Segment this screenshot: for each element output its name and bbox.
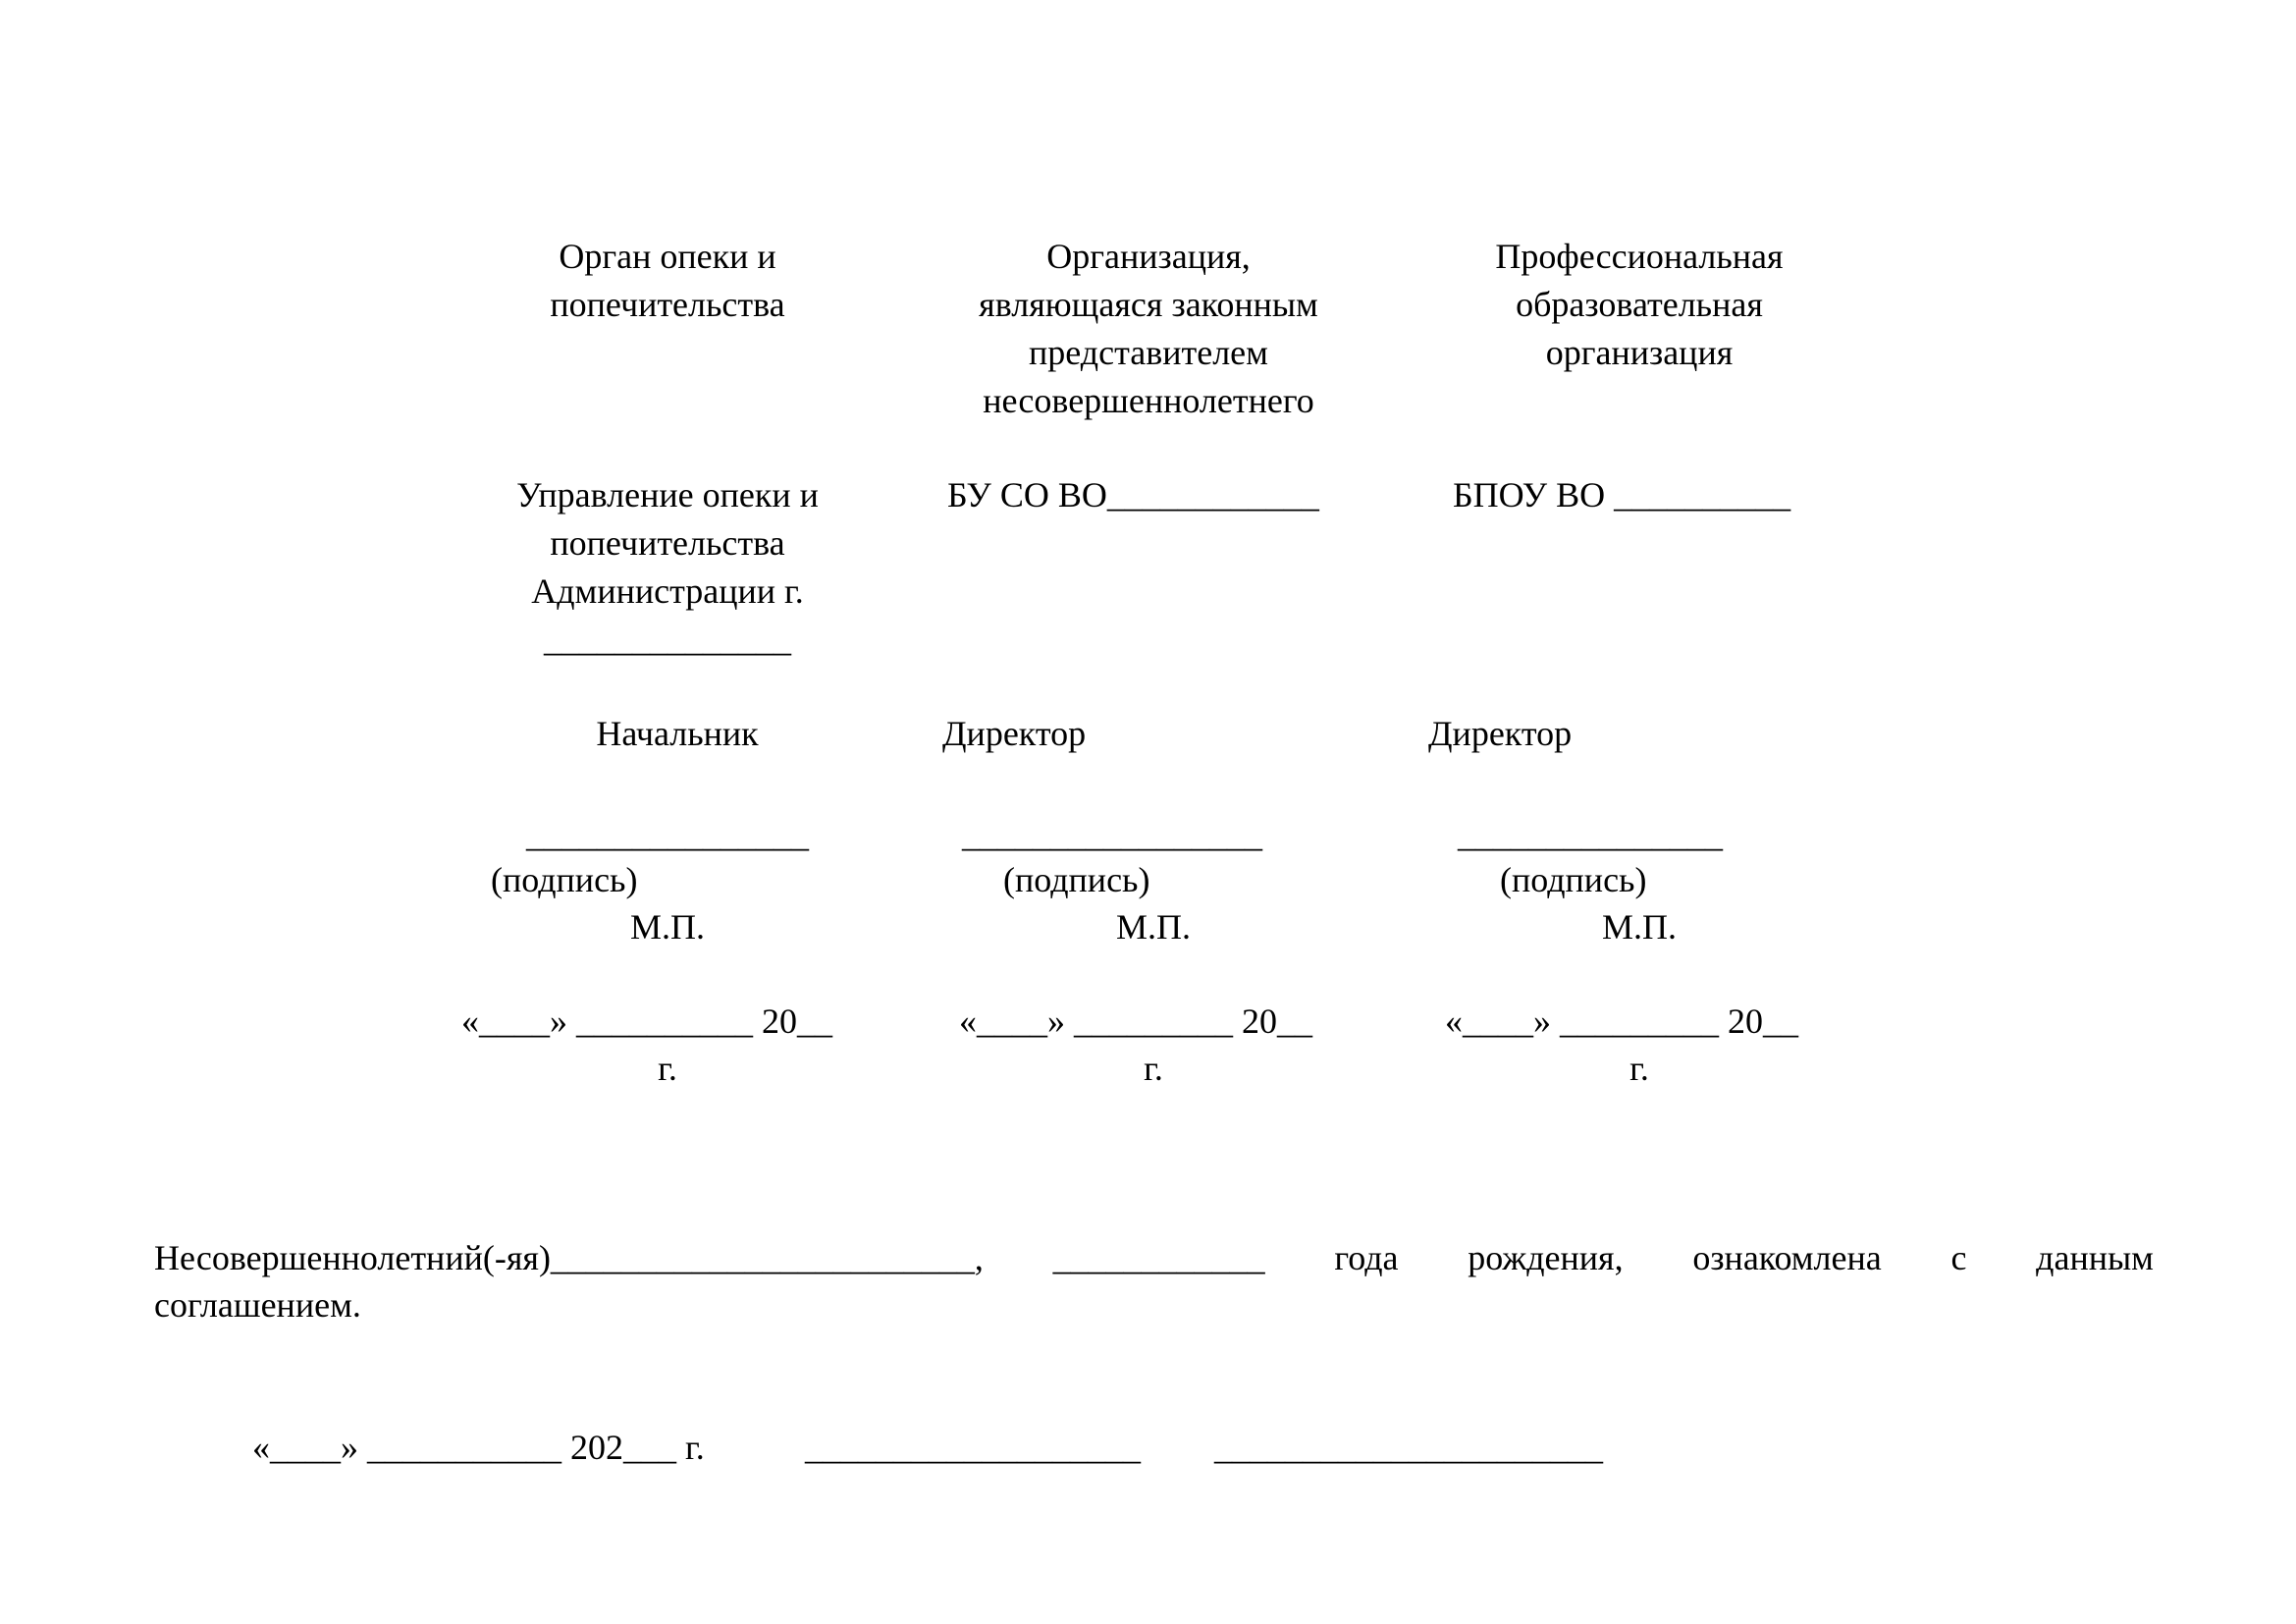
text-word: рождения, [1468,1238,1624,1277]
stamp-label: М.П. [629,907,705,947]
minor-acknowledgement-line [154,1234,2154,1282]
minor-name-field: Несовершеннолетний(-яя)________________________, [154,1238,984,1277]
org-line: Администрации г. [531,571,804,611]
signature-caption: (подпись) [491,860,638,899]
signature-caption: (подпись) [1003,860,1150,899]
position-title: Начальник [596,714,759,753]
stamp-label: М.П. [1115,907,1191,947]
date-year-suffix: г. [1144,1049,1163,1088]
footer-signature-line: ___________________ [805,1428,1141,1467]
date-line: «____» _________ 20__ [959,1001,1312,1041]
stamp-label: М.П. [1601,907,1677,947]
text-word: с [1950,1238,1967,1277]
signature-line: _________________ [962,815,1262,854]
birth-year-field: ____________ [1052,1238,1265,1277]
text-word: ознакомлена [1692,1238,1882,1277]
position-title: Директор [942,714,1087,753]
column-guardianship [452,233,883,329]
date-year-suffix: г. [1629,1049,1649,1088]
text-word: года [1334,1238,1399,1277]
header-line: организация [1545,333,1734,372]
header-line: попечительства [550,285,785,324]
position-title: Директор [1428,714,1573,753]
column-legal-representative [933,233,1364,425]
org-blank-line: ______________ [544,620,791,659]
header-line: Орган опеки и [559,237,776,276]
signature-line: _______________ [1458,815,1723,854]
header-line: являющаяся законным [979,285,1318,324]
org-legal-representative: БУ СО ВО____________ [947,475,1319,514]
header-line: образовательная [1516,285,1763,324]
signature-line: ________________ [526,815,809,854]
header-line: Организация, [1046,237,1251,276]
footer-date: «____» ___________ 202___ г. [252,1428,705,1467]
signature-caption: (подпись) [1500,860,1647,899]
org-guardianship [452,471,883,664]
minor-acknowledgement-line2: соглашением. [154,1285,361,1325]
header-line: несовершеннолетнего [983,381,1314,420]
org-line: попечительства [550,523,785,563]
date-year-suffix: г. [658,1049,677,1088]
date-line: «____» __________ 20__ [461,1001,832,1041]
date-line: «____» _________ 20__ [1445,1001,1798,1041]
footer-name-line: ______________________ [1214,1428,1603,1467]
header-line: представителем [1029,333,1268,372]
org-educational: БПОУ ВО __________ [1453,475,1791,514]
text-word: данным [2036,1238,2154,1277]
header-line: Профессиональная [1495,237,1784,276]
column-educational-org [1423,233,1855,377]
org-line: Управление опеки и [516,475,819,514]
